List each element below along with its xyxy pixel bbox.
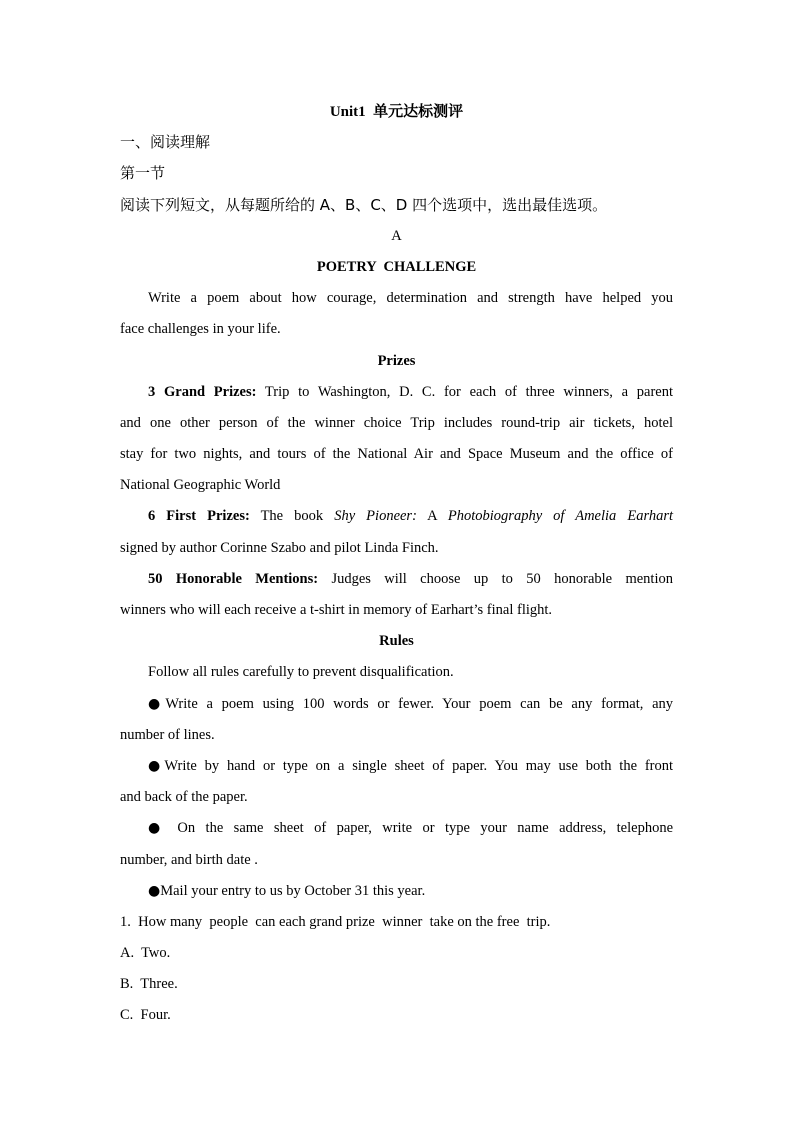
first-prize-line-1 (120, 501, 673, 532)
rule-4-text: Mail your entry to us by October 31 this year. (160, 882, 426, 899)
bullet-icon: ● (148, 757, 165, 774)
grand-prize-line-3: stay for two nights, and tours of the National Air and Space Museum and the office of (120, 446, 673, 463)
grand-prize-line-2: and one other person of the winner choice Trip includes round-trip air tickets, hotel (120, 414, 673, 431)
grand-prize-line-1 (120, 377, 673, 408)
unit-label: Unit1 (329, 104, 366, 120)
question-option-a[interactable]: A. Two. (120, 945, 171, 962)
book-title-part-2: Photobiography of Amelia Earhart (447, 508, 674, 525)
unit-title-cn: 单元达标测评 (373, 102, 464, 120)
honorable-line-2: winners who will each receive a t-shirt in memory of Earhart’s final flight. (120, 602, 553, 618)
first-prize-line-2: signed by author Corinne Szabo and pilot Linda Finch. (120, 539, 439, 556)
question-option-b[interactable]: B. Three. (120, 976, 178, 993)
rules-heading: Rules (379, 633, 414, 650)
first-prize-text-2: A (416, 508, 448, 525)
grand-prize-line-4: National Geographic World (120, 477, 281, 494)
section-subsection: 第一节 (120, 164, 166, 183)
rule-2-line-2: and back of the paper. (120, 789, 248, 806)
document-page (120, 96, 673, 1032)
rule-2-text: Write by hand or type on a single sheet of paper. You may use both the front (164, 757, 673, 774)
bullet-icon: ● (148, 695, 166, 712)
first-prize-label: 6 First Prizes: (148, 508, 250, 525)
bullet-icon: ● (148, 820, 168, 837)
rule-1-line-1 (120, 689, 673, 720)
rule-2-line-1 (120, 751, 673, 782)
section-part: 一、阅读理解 (120, 133, 211, 152)
question-option-c[interactable]: C. Four. (120, 1007, 171, 1024)
grand-prize-label: 3 Grand Prizes: (148, 383, 257, 400)
rule-3-text: On the same sheet of paper, write or type your name address, telephone (167, 820, 674, 837)
prizes-heading: Prizes (377, 352, 416, 369)
section-instruction: 阅读下列短文，从每题所给的 A、B、C、D 四个选项中，选出最佳选项。 (120, 195, 608, 214)
honorable-text: Judges will choose up to 50 honorable mention (318, 570, 673, 587)
rule-4-line-1 (120, 876, 673, 907)
intro-line-1: Write a poem about how courage, determination and strength have helped you (148, 290, 673, 307)
rule-3-line-1 (120, 813, 673, 844)
rule-3-line-2: number, and birth date . (120, 851, 258, 868)
first-prize-text-1: The book (249, 508, 335, 525)
rule-1-line-2: number of lines. (120, 726, 215, 743)
honorable-label: 50 Honorable Mentions: (148, 570, 319, 587)
question-stem: 1. How many people can each grand prize winner take on the free trip. (120, 913, 551, 930)
rule-1-text: Write a poem using 100 words or fewer. Your poem can be any format, any (165, 695, 674, 712)
passage-label: A (391, 227, 402, 244)
document-heading (120, 96, 673, 127)
rules-intro: Follow all rules carefully to prevent disqualification. (148, 664, 454, 681)
grand-prize-text: Trip to Washington, D. C. for each of three winners, a parent (256, 383, 674, 400)
book-title-part-1: Shy Pioneer: (334, 508, 417, 525)
bullet-icon: ● (148, 882, 161, 899)
passage-title: POETRY CHALLENGE (316, 258, 477, 275)
intro-line-2: face challenges in your life. (120, 321, 281, 338)
honorable-line-1 (120, 564, 673, 595)
